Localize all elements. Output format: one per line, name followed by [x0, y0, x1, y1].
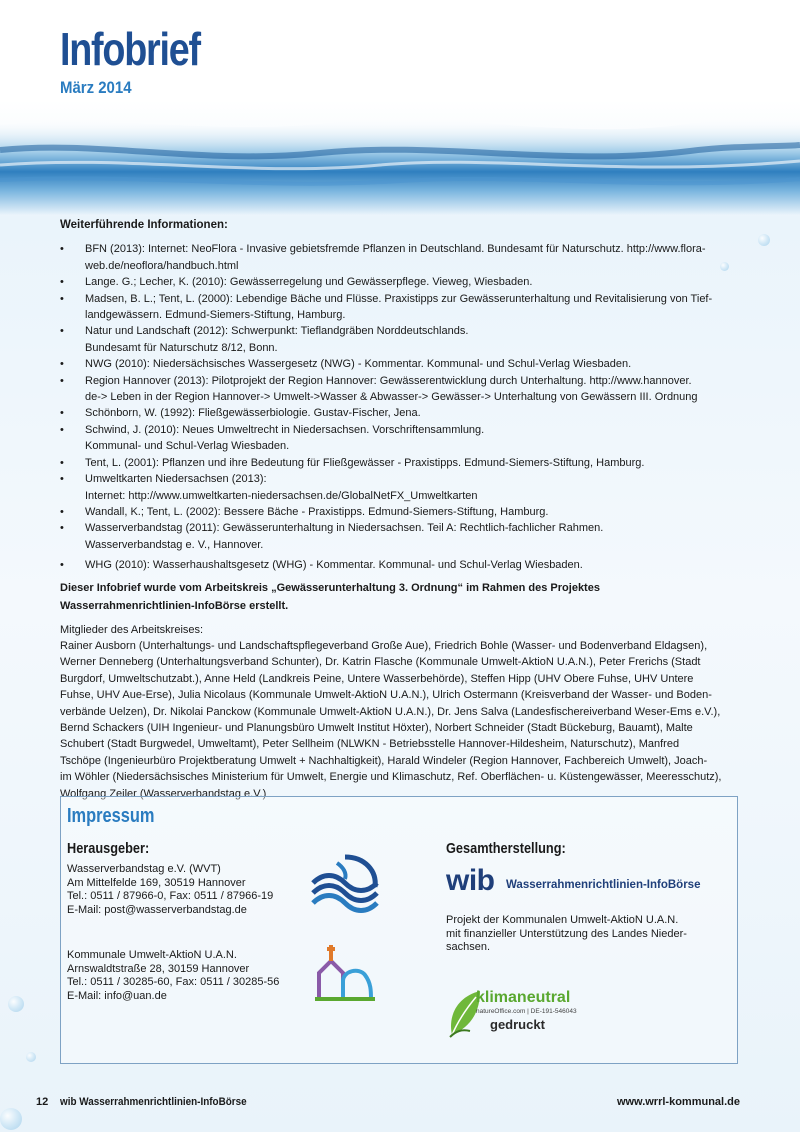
reference-item: • Wasserverbandstag (2011): Gewässerunterhaltung in Niedersachsen. Teil A: Rechtlich-fachlicher Rahmen. Wasserverbandstag e. V., Hannover. [60, 520, 740, 553]
reference-item: • Tent, L. (2001): Pflanzen und ihre Bedeutung für Fließgewässer - Praxistipps. Edmund-Siemers-Stiftung, Hamburg. [60, 455, 740, 471]
members-list: Rainer Ausborn (Unterhaltungs- und Landschaftspflegeverband Große Aue), Friedrich Bohle (Wasser- und Bodenverband Eldagsen), Werner Denneberg (Unterhaltungsverband Schunter), Dr. Katrin Flasche (Kommunale Umwelt-AktioN U.A.N.), Peter Frerichs (Stadt Burgdorf, Umweltschutzabt.), Anne Held (Landkreis Peine, Untere Wasserbehörde), Steffen Hipp (UHV Obere Fuhse, UHV Untere Fuhse, UHV Aue-Erse), Julia Nicolaus (Kommunale Umwelt-AktioN U.A.N.), Ulrich Ostermann (Kreisverband der Wasser- und Boden- verbände Uelzen), Dr. Nikolai Panckow (Kommunale Umwelt-AktioN U.A.N.), Dr. Jens Salva (Landesfischereiverband Weser-Ems e.V.), Bernd Schackers (UIH Ingenieur- und Planungsbüro Umwelt Institut Höxter), Norbert Schneider (Stadt Bückeburg, Bauamt), Malte Schubert (Stadt Burgwedel, Umweltamt), Peter Sellheim (NLWKN - Betriebsstelle Hannover-Hildesheim, Naturschutz), Manfred Tschöpe (Ingenieurbüro Projektberatung Umwelt + Nachhaltigkeit), Harald Windeler (Region Hannover, Fachbereich Umwelt), Joach- im Wöhler (Niedersächsisches Ministerium für Umwelt, Energie und Klimaschutz, Ref. Oberflächen- u. Küstengewässer, Meeresschutz), Wolfgang Zeiler (Wasserverbandstag e.V.) [60, 639, 722, 800]
members-label: Mitglieder des Arbeitskreises: [60, 623, 204, 636]
reference-item: • BFN (2013): Internet: NeoFlora - Invasive gebietsfremde Pflanzen in Deutschland. Bundesamt für Naturschutz. http://www.flora- web.de/neoflora/handbuch.html [60, 241, 740, 274]
impressum-box [60, 796, 738, 1064]
wib-logo: wib [446, 864, 495, 897]
production-heading: Gesamtherstellung: [446, 840, 566, 857]
impressum-title: Impressum [67, 805, 155, 827]
uan-logo-icon [313, 941, 379, 1003]
project-description: Projekt der Kommunalen Umwelt-AktioN U.A.N. mit finanzieller Unterstützung des Landes Nieder- sachsen. [446, 914, 687, 953]
reference-list [60, 241, 740, 573]
water-bubble [0, 1108, 22, 1130]
reference-item: • Lange. G.; Lecher, K. (2010): Gewässerregelung und Gewässerpflege. Vieweg, Wiesbaden. [60, 274, 740, 290]
reference-item: • Region Hannover (2013): Pilotprojekt der Region Hannover: Gewässerentwicklung durch Unterhaltung. http://www.hannover. de-> Leben in der Region Hannover-> Umwelt->Wasser & Abwasser-> Gewässer-> Unterhaltung von Gewässern III. Ordnung [60, 373, 740, 406]
reference-item: • NWG (2010): Niedersächsisches Wassergesetz (NWG) - Kommentar. Kommunal- und Schul-Verlag Wiesbaden. [60, 356, 740, 372]
infobrief-note: Dieser Infobrief wurde vom Arbeitskreis „Gewässerunterhaltung 3. Ordnung“ im Rahmen des Projektes Wasserrahmenrichtlinien-InfoBörse erstellt. [60, 581, 600, 612]
water-bubble [8, 996, 24, 1012]
water-surface-image [0, 95, 800, 215]
publisher-address-uan: Kommunale Umwelt-AktioN U.A.N. Arnswaldtstraße 28, 30159 Hannover Tel.: 0511 / 30285-60, Fax: 0511 / 30285-56 E-Mail: info@uan.de [67, 949, 280, 1002]
page-number: 12 [36, 1096, 49, 1108]
reference-item: • Natur und Landschaft (2012): Schwerpunkt: Tieflandgräben Norddeutschlands. Bundesamt für Naturschutz 8/12, Bonn. [60, 323, 740, 356]
reference-item: • WHG (2010): Wasserhaushaltsgesetz (WHG) - Kommentar. Kommunal- und Schul-Verlag Wiesbaden. [60, 557, 740, 573]
reference-item: • Schönborn, W. (1992): Fließgewässerbiologie. Gustav-Fischer, Jena. [60, 405, 740, 421]
reference-item: • Schwind, J. (2010): Neues Umweltrecht in Niedersachsen. Vorschriftensammlung. Kommunal- und Schul-Verlag Wiesbaden. [60, 422, 740, 455]
water-bubble [26, 1052, 36, 1062]
reference-item: • Umweltkarten Niedersachsen (2013): Internet: http://www.umweltkarten-niedersachsen.de/GlobalNetFX_Umweltkarten [60, 471, 740, 504]
footer-project-name: wib Wasserrahmenrichtlinien-InfoBörse [60, 1096, 247, 1108]
references-heading: Weiterführende Informationen: [60, 219, 228, 231]
main-content [60, 217, 740, 802]
climate-neutral-badge [446, 987, 596, 1047]
wib-name: Wasserrahmenrichtlinien-InfoBörse [506, 879, 701, 891]
document-title: Infobrief [60, 23, 200, 75]
footer-url[interactable]: www.wrrl-kommunal.de [616, 1096, 740, 1108]
page-footer [36, 1096, 740, 1112]
water-bubble [758, 234, 770, 246]
gedruckt-label: gedruckt [490, 1017, 545, 1032]
natureoffice-id: natureOffice.com | DE-191-546043 [476, 1008, 577, 1015]
publisher-heading: Herausgeber: [67, 840, 150, 857]
wvt-logo-icon [309, 853, 381, 913]
issue-date: März 2014 [60, 78, 132, 97]
klimaneutral-label: klimaneutral [476, 989, 571, 1006]
reference-item: • Madsen, B. L.; Tent, L. (2000): Lebendige Bäche und Flüsse. Praxistipps zur Gewässerunterhaltung und Revitalisierung von Tief- landgewässern. Edmund-Siemers-Stiftung, Hamburg. [60, 291, 740, 324]
publisher-address-wvt: Wasserverbandstag e.V. (WVT) Am Mittelfelde 169, 30519 Hannover Tel.: 0511 / 87966-0, Fax: 0511 / 87966-19 E-Mail: post@wasserverbandstag.de [67, 863, 274, 916]
reference-item: • Wandall, K.; Tent, L. (2002): Bessere Bäche - Praxistipps. Edmund-Siemers-Stiftung, Hamburg. [60, 504, 740, 520]
